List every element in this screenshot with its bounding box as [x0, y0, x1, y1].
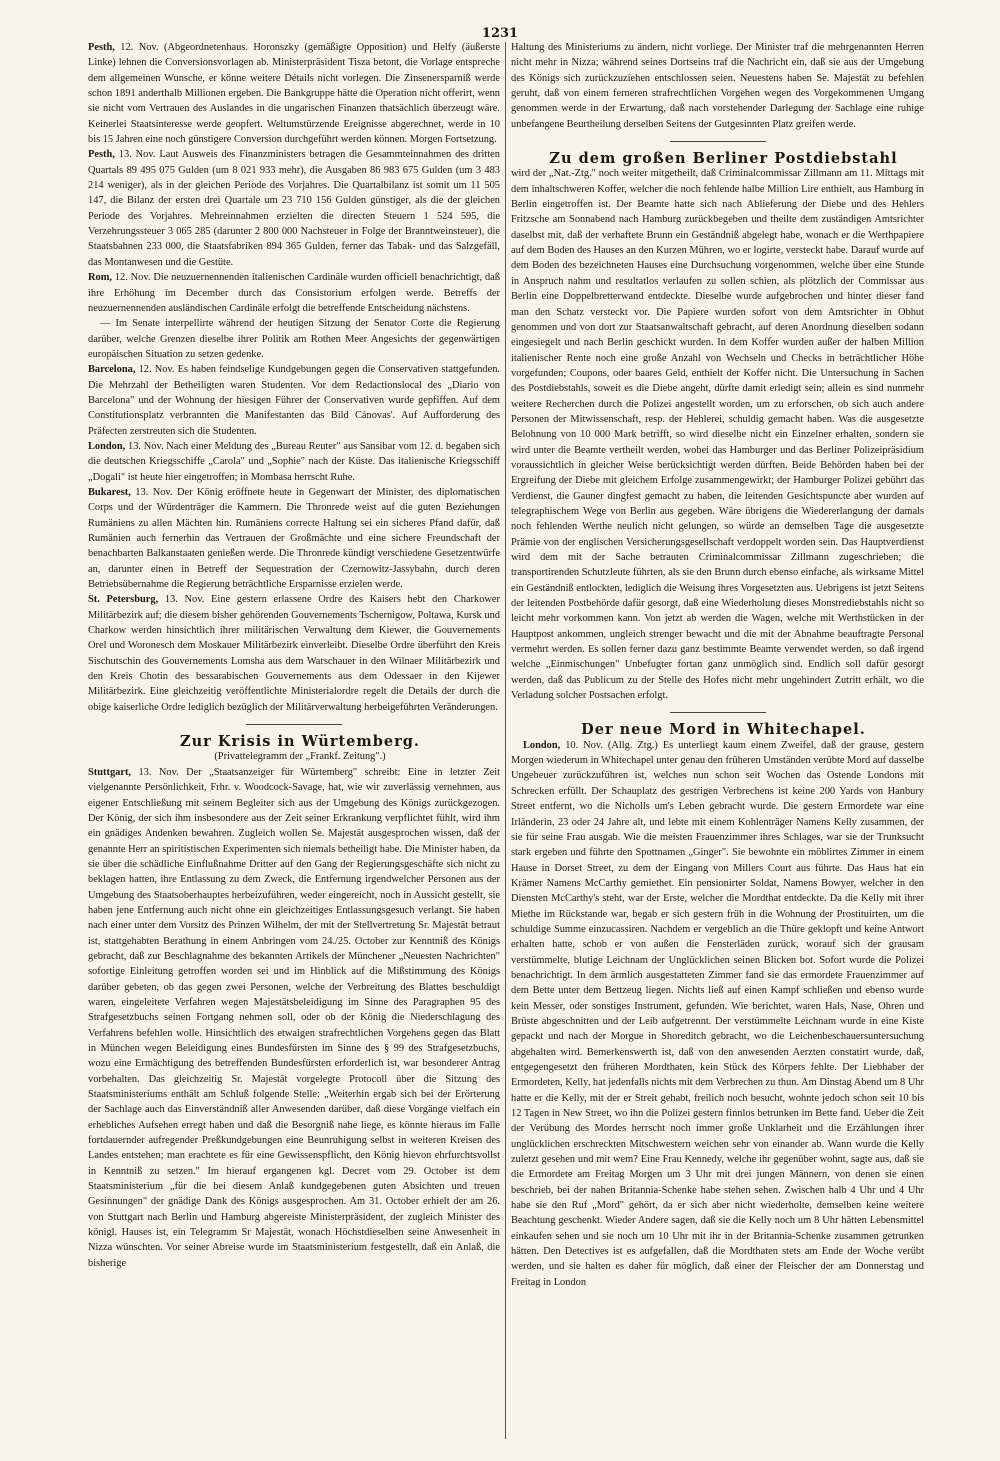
section-title-postdiebstahl: Zu dem großen Berliner Postdiebstahl	[549, 150, 898, 168]
article-whitechapel: London, 10. Nov. (Allg. Ztg.) Es unterliegt kaum einem Zweifel, daß der grause, gestern Morgen wiederum in Whitechapel unter genau den früheren Umständen verübte Mord auf dasselbe Ungeheuer zurückzuführen ist, welches nun schon seit Wochen das Ostende Londons mit Schrecken erfüllt. Der Schauplatz des gestrigen Verbrechens ist keine 200 Yards von Hanbury Street entfernt, wo die Nicholls um's Leben gebracht wurde. Die gestern Ermordete war eine Irländerin, 23 oder 24 Jahre alt, und lebte mit einem Kohlenträger Namens Kelly zusammen, der sie für seine Frau ausgab. Wie die meisten Frauenzimmer ihres Schlages, war sie der Trunksucht stark ergeben und führte den Spottnamen „Ginger". Sie bewohnte ein möblirtes Zimmer in einem Hause in Dorset Street, zu dem der Eingang von Millers Court aus führte. Das Haus hat ein Krämer Namens McCarthy gemiethet. Ein pensionirter Soldat, Namens Bowyer, welcher in den Diensten McCarthy's steht, war der Erste, welcher die Mordthat entdeckte. Da die Kelly mit ihrer Miethe im Rückstande war, begab er sich gestern früh in die Wohnung der Prostituirten, um die schuldige Summe einzucassiren. Nachdem er vergeblich an die Thüre geklopft und keine Antwort erhalten hatte, schob er von außen die Fensterläden zurück, worauf sich der grausam verstümmelte, blutige Leichnam der Unglücklichen seinen Blicken bot. Sofort wurde die Polizei benachrichtigt. In dem ärmlich ausgestatteten Zimmer fand sie das ermordete Frauenzimmer auf dem Bette unter dem Bettzeug liegen. Nichts ließ auf einen Kampf schließen und ebenso wurde kein Messer, oder sonstiges Instrument, gefunden. Wie berichtet, waren Hals, Nase, Ohren und Brüste abgeschnitten und der Leib aufgetrennt. Der verstümmelte Leichnam wurde in eine Kiste gepackt und nach der Morgue in Shoreditch gebracht, wo die Leichenbeschauersuntersuchung abgehalten wird. Bemerkenswerth ist, daß von den anwesenden Aerzten constatirt wurde, daß, entgegengesetzt den früheren Mordthaten, kein Stück des Körpers fehlte. Der Liebhaber der Ermordeten, Kelly, hat jedenfalls nichts mit dem Verbrechen zu thun. Am Dinstag Abend um 8 Uhr hatte er die Kelly, mit der er Streit gehabt, freilich noch besucht, wohnte jedoch schon seit 10 bis 12 Tagen in New Street, wo ihn die Polizei gestern finnlos betrunken im Bette fand. Ueber die Zeit der Verübung des Mordes herrscht noch immer große Unklarheit und die Erzählungen ihrer unglücklichen erschreckten Mitschwestern weichen sehr von einander ab. Wann wurde die Kelly zuletzt gesehen und mit wem? Eine Frau Kennedy, welche ihr gegenüber wohnt, sagte aus, daß sie die Ermordete am Freitag Morgen um 3 Uhr mit drei jungen Männern, von denen sie einen beschrieb, bei der nahen Britannia-Schenke habe stehen sehen. Zwischen halb 4 Uhr und 4 Uhr habe sie den Ruf „Mord" gehört, da er sich aber nicht wiederholte, demselben keine weitere Beachtung geschenkt. Wieder Andere sagen, daß sie die Kelly noch um 8 Uhr hätten Lebensmittel einkaufen sehen und sie noch um 10 Uhr mit ihr in der Britannia-Schenke zusammen getrunken hätten. Den Detectives ist es aufgefallen, daß die Mordthaten stets am Ende der Woche verübt werden, und sie halten es daher für möglich, daß einer der Fleischer der am Donnerstag und Freitag in London	[511, 739, 924, 1288]
dispatch-dateline: Rom,	[88, 272, 112, 284]
dispatch-pesth-2: Pesth, 13. Nov. Laut Ausweis des Finanzministers betragen die Gesammteinnahmen des dritten Quartals 89 495 075 Gulden (um 8 021 933 mehr), die Ausgaben 86 983 675 Gulden (um 3 483 214 weniger), als in der gleichen Periode des Vorjahres. Die Quartalbilanz ist somit um 11 505 147, die Bilanz der ersten drei Quartale um 23 710 156 Gulden günstiger, als die der gleichen Periode des Vorjahres. Mehreinnahmen erzielten die directen Steuern 1 524 595, die Verzehrungssteuer 3 065 285 (darunter 2 800 000 Nachsteuer in Folge der Branntweinsteuer), die Staatsbahnen 233 000, die Staatsfabriken 894 365 Gulden, ferner das Tabak- und das Salzgefäll, das Montanwesen und die Gestüte.	[88, 149, 500, 268]
section-title-whitechapel: Der neue Mord in Whitechapel.	[581, 721, 866, 739]
dispatch-dateline: Barcelona,	[88, 364, 136, 376]
section-divider	[670, 141, 766, 142]
dispatch-bukarest: Bukarest, 13. Nov. Der König eröffnete heute in Gegenwart der Minister, des diplomatischen Corps und der Würdenträger die Kammern. Die Thronrede weist auf die guten Beziehungen Rumäniens zu allen Mächten hin. Rumäniens correcte Haltung sei ein sicheres Pfand dafür, daß Rumänien auch fernerhin das Vertrauen der Großmächte und eine sichere Freundschaft der benachbarten Balkanstaaten genießen werde. Die Thronrede kündigt verschiedene Gesetzentwürfe an, darunter einen in Betreff der Sequestration der Czernowitz-Jassybahn, durch deren Betriebsübernahme die Regierung beträchtliche Ersparnisse erzielen werde.	[88, 486, 500, 591]
dispatch-dateline: Stuttgart,	[88, 766, 131, 778]
dispatch-stuttgart: Stuttgart, 13. Nov. Der „Staatsanzeiger für Würtemberg" schreibt: Eine in letzter Zeit vielgenannte Persönlichkeit, Frhr. v. Woodcock-Savage, hat, wie wir zuverlässig vernehmen, aus eigener Entschließung mit seinem Begleiter sich aus der Umgebung des Königs zurückgezogen. Der König, der sich ihm insbesondere aus der Zeit seiner Erkrankung verpflichtet fühlt, wird ihm ein gnädiges Andenken bewahren. Zugleich wollen Se. Majestät ausgesprochen wissen, daß der genannte Herr an spiritistischen Experimenten sich niemals betheiligt habe. Die Minister haben, da sie über die schädliche Einflußnahme Dritter auf den Gang der Regierungsgeschäfte sich nicht zu beklagen hatten, ihre Entlassung zu dem Zweck, die Entfernung irgendwelcher Personen aus der Umgebung des Staatsoberhauptes herbeizuführen, weder eingereicht, noch in Aussicht gestellt, sie haben jene Entfernung auch nicht ohne ein gleichzeitiges Entlassungsgesuch verlangt. Sie haben nach einer unter dem Vorsitz des Prinzen Wilhelm, der mit der Stellvertretung Sr. Majestät betraut ist, stattgehabten Berathung in einem Anbringen vom 24./25. October zur Kenntniß des Königs gebracht, daß zur Beschlagnahme des bekannten Artikels der Münchener „Neuesten Nachrichten" sofortige Einleitung getroffen worden sei und im Hinblick auf die Mißstimmung des Königs darüber gebeten, ob das gegen zwei Personen, welche der Verbreitung des Blattes beschuldigt waren, eingeleitete Verfahren wegen Majestätsbeleidigung im Sinne des Paragraphen 95 des Strafgesetzbuchs seinen Fortgang nehmen soll, oder ob der König die Niederschlagung des Verfahrens befehlen wolle. Hinsichtlich des etwaigen strafrechtlichen Vorgehens gegen das Blatt in München wegen Beleidigung eines Bundesfürsten im Sinne des § 99 des Strafgesetzbuchs, wozu eine Ermächtigung des betreffenden Bundesfürsten erforderlich ist, war besonderer Antrag vorbehalten. Das gleichzeitig Sr. Majestät vorgelegte Protocoll über die Sitzung des Staatsministeriums enthält am Schluß folgende Stelle: „Weiterhin ergab sich bei der Erörterung der Sachlage auch das Einverständniß aller Anwesenden darüber, daß diese Vorgänge vielfach ein erhebliches Aufsehen erregt haben und daß die Besorgniß nahe liege, es könnte hieraus im Falle fortdauernder aufregender Preßkundgebungen eine Beunruhigung selbst in weiteren Kreisen des Landes entstehen; man erachtete es für eine Gewissenspflicht, den König hievon ehrfurchtsvollst in Kenntniß zu setzen." Im hierauf ergangenen kgl. Decret vom 29. October ist dem Staatsministerium „für die bei diesem Anlaß kundgegebenen guten Absichten und treuen Gesinnungen" der gnädige Dank des Königs ausgesprochen. Am 31. October erhielt der am 26. von Stuttgart nach Berlin und Hamburg abgereiste Ministerpräsident, der zugleich Minister des königl. Hauses ist, ein Telegramm Sr Majestät, wonach Höchstdieselben seine Anwesenheit in Nizza wünschten. Vor seiner Abreise wurde im Staatsministerium festgestellt, daß ein Anlaß, die bisherige	[88, 766, 500, 1269]
article-postdiebstahl: wird der „Nat.-Ztg." noch weiter mitgetheilt, daß Criminalcommissar Zillmann am 11. Mittags mit dem inhaltschweren Koffer, welcher die noch fehlende halbe Million Lire enthielt, aus Hamburg in Berlin eingetroffen ist. Der Beamte hatte sich nach Ablieferung der Diebe und des Hehlers Fritzsche am Sonnabend nach Hamburg zurückbegeben und theilte dem zuständigen Amtsrichter daselbst mit, daß der verhaftete Brunn ein Geständniß abgelegt habe, wonach er die Werthpapiere auf dem Boden des Hauses an den Kurzen Mühren, wo er logirte, versteckt habe. Darauf wurde auf dem Boden des bezeichneten Hauses eine Durchsuchung vorgenommen, welche über eine Stunde in Anspruch nahm und resultatlos verlaufen zu sollen schien, als plötzlich der Commissar aus Berlin eine Doppelbretterwand entdeckte. Dieselbe wurde aufgebrochen und hinter dieser fand man den Schatz versteckt vor. Die Papiere wurden sofort von dem Amtsrichter in Obhut genommen und von dort zur Staatsanwaltschaft gebracht, auf deren Anordnung dieselben sodann eingesiegelt und nach Berlin geschickt wurden. In dem Koffer wurden außer der halben Million italienischer Rente noch eine große Anzahl von Wechseln und Checks in beträchtlicher Höhe vorgefunden; Coupons, oder baares Geld, enthielt der Koffer nicht. Die Untersuchung in Sachen des Postdiebstahls, soweit es die Diebe angeht, dürfte damit erledigt sein; allein es sind nunmehr weitere Recherchen durch die Polizei angestellt worden, um zu erforschen, ob sich auch andere Personen der Mitwissenschaft, resp. der Hehlerei, schuldig gemacht haben. Was die ausgesetzte Belohnung von 10 000 Mark betrifft, so wird dieselbe nicht ein Einzelner erhalten, sondern sie wird unter die Beamte vertheilt werden, wobei das Hamburger und das Berliner Polizeipräsidium voraussichtlich in gleicher Weise berücksichtigt werden dürften. Beide Behörden haben bei der Ergreifung der Diebe mit gleichem Erfolge zusammengewirkt; der Hamburger Polizei gebührt das Verdienst, die Gauner dingfest gemacht zu haben, die leitenden Gesichtspuncte aber wurden auf telegraphischem Wege von Berlin aus gegeben. Wäre übrigens die Wiedererlangung der damals noch fehlenden Werthe neulich nicht gelungen, so würde an demselben Tage die ausgesetzte Prämie von der englischen Versicherungsgesellschaft verdoppelt worden sein. Das Hauptverdienst wird dem mit der Sache betrauten Criminalcommissar Zillmann zugeschrieben; die transportirenden Schutzleute führten, als sie den Brunn durch ebenso einfache, als wirksame Mittel ein Geständniß entlockten, lediglich die Weisung ihres Vorgesetzten aus. Uebrigens ist jetzt Seitens der leitenden Postbehörde dafür gesorgt, daß eine Wiederholung dieses Monstrediebstahls nicht so leicht mehr vorkommen kann. Von jetzt ab werden die Wagen, welche mit Werthstücken in der Hauptpost ankommen, ungleich strenger bewacht und die mit der Abnahme beauftragte Personal vermehrt werden. Es sollen ferner dazu ganz bestimmte Beamte verwendet werden, so daß irgend welche „Einmischungen" Unbefugter fortan ganz unmöglich sind. Endlich soll dafür gesorgt werden, daß das Publicum zu der Stelle des Hofes nicht mehr ungehindert Zutritt erhält, wo die Verladung solcher Postsachen erfolgt.	[511, 168, 924, 702]
dispatch-dateline: Pesth,	[88, 149, 115, 161]
dispatch-london: London, 13. Nov. Nach einer Meldung des „Bureau Reuter" aus Sansibar vom 12. d. begaben sich die deutschen Kriegsschiffe „Carola" und „Sophie" nach der Küste. Das italienische Kriegsschiff „Dogali" ist heute hier eingetroffen; in Mombasa herrscht Ruhe.	[88, 440, 500, 483]
continuation-paragraph: Haltung des Ministeriums zu ändern, nicht vorliege. Der Minister traf die mehrgenannten Herren nicht mehr in Nizza; während seines Dortseins traf die Nachricht ein, daß sie aus der Umgebung des Königs sich zurückzuziehen entschlossen seien. Neuestens haben Se. Majestät zu befehlen geruht, daß von einem ferneren strafrechtlichen Vorgehen wegen des Vorgekommenen Umgang genommen werde in der Erwartung, daß nach vorstehender Darlegung der Sachlage eine ruhige unbefangene Beurtheilung derselben Seitens der Gutgesinnten Platz greifen werde.	[511, 42, 924, 130]
dispatch-dateline: Bukarest,	[88, 486, 131, 498]
section-divider	[670, 712, 766, 713]
dispatch-petersburg: St. Petersburg, 13. Nov. Eine gestern erlassene Ordre des Kaisers hebt den Charkower Militärbezirk auf; die diesem bisher gehörenden Gouvernements Tschernigow, Poltawa, Kursk und Charkow werden hinsichtlich ihrer militärischen Verwaltung dem Kiewer, die Gouvernements Orel und Woronesch dem Moskauer Militärbezirk einverleibt. Dieselbe Ordre überführt den Kreis Sischutschin des Gouvernements Lomsha aus dem Warschauer in den Wilnaer Militärbezirk und den Kreis Chotin des bessarabischen Gouvernements aus dem Odessaer in den Kijewer Militärbezirk. Eine gleichzeitig veröffentlichte Ministerialordre regelt die Details der durch die obige kaiserliche Ordre lediglich bezüglich der Militärverwaltung herbeigeführten Veränderungen.	[88, 594, 500, 713]
section-title-wuertemberg: Zur Krisis in Würtemberg.	[180, 733, 420, 751]
right-column	[511, 40, 924, 1443]
dispatch-rom: Rom, 12. Nov. Die neuzuernennenden italienischen Cardinäle wurden officiell benachrichtigt, daß ihre Erhöhung im December durch das Consistorium erfolgen werde. Betreffs der neuzuernennenden ausländischen Cardinäle erfolgt die betreffende Entscheidung nächstens.	[88, 272, 500, 314]
dispatch-rom-senate: — Im Senate interpellirte während der heutigen Sitzung der Senator Corte die Regierung darüber, welche Grenzen dieselbe ihrer Politik am Rothen Meer Angesichts der gegenwärtigen europäischen Situation zu setzen gedenke.	[88, 318, 500, 360]
left-column	[88, 40, 500, 1443]
column-rule	[505, 42, 506, 1439]
dispatch-barcelona: Barcelona, 12. Nov. Es haben feindselige Kundgebungen gegen die Conservativen stattgefunden. Die Mehrzahl der Betheiligten waren Studenten. Vor dem Redactionslocal des „Diario von Barcelona" und der Wohnung der hiesigen Führer der Conservativen wurde gepfiffen. Auf dem Constitutionsplatz verbrannten die Manifestanten das Bild Cánovas'. Auf Aufforderung des Präfecten zerstreuten sich die Studenten.	[88, 364, 500, 437]
section-divider	[246, 724, 342, 725]
dispatch-pesth-1: Pesth, 12. Nov. (Abgeordnetenhaus. Horonszky (gemäßigte Opposition) und Helfy (äußerste Linke) lehnen die Conversionsvorlagen ab. Ministerpräsident Tisza betont, die Vorlage entspreche dem allgemeinen Wunsche, er könne weitere Détails nicht vorlegen. Die Zinsenersparniß werde schon 1891 anderthalb Millionen ergeben. Die Bankgruppe hätte die Operation nicht offerirt, wenn sie nicht vom Vertrauen des Auslandes in die ungarischen Finanzen thatsächlich überzeugt wäre. Keinerlei Staatsinteresse werde geopfert. Weltumstürzende Ereignisse abgerechnet, werde in 10 bis 15 Jahren eine noch günstigere Conversion durchgeführt werden können. Morgen Fortsetzung.	[88, 42, 500, 146]
page-number: 1231	[481, 26, 519, 41]
section-subtitle: (Privattelegramm der „Frankf. Zeitung".)	[214, 751, 386, 763]
dispatch-dateline: St. Petersburg,	[88, 594, 159, 606]
dispatch-dateline: Pesth,	[88, 42, 115, 53]
dispatch-dateline: London,	[88, 440, 126, 452]
dispatch-dateline: London,	[523, 739, 561, 751]
